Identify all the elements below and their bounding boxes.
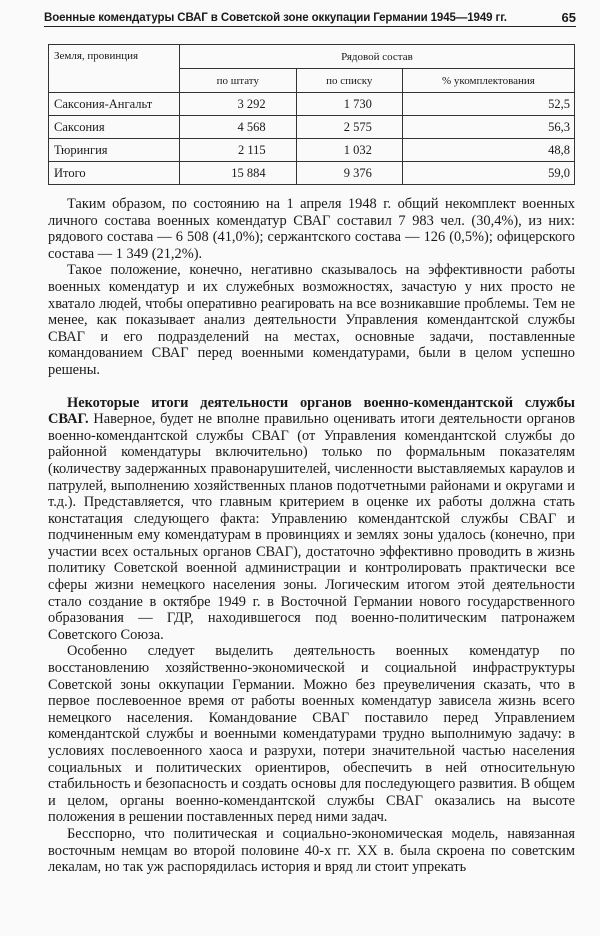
list-cell: 1 730 <box>296 93 402 116</box>
staff-cell: 4 568 <box>180 116 297 139</box>
table-row <box>49 139 575 162</box>
group-column-header: Рядовой состав <box>180 45 575 69</box>
list-cell: 2 575 <box>296 116 402 139</box>
region-cell: Саксония-Ангальт <box>49 93 180 116</box>
staff-cell: 3 292 <box>180 93 297 116</box>
section-paragraph <box>48 395 575 644</box>
staff-column-header: по штату <box>180 69 297 93</box>
table-row <box>49 93 575 116</box>
body-text <box>48 196 575 876</box>
table-total-row <box>49 162 575 185</box>
region-cell: Тюрингия <box>49 139 180 162</box>
page-header <box>44 6 576 27</box>
percent-cell: 52,5 <box>402 93 574 116</box>
staffing-table <box>48 44 575 185</box>
table-header-row <box>49 45 575 69</box>
list-cell: 1 032 <box>296 139 402 162</box>
staff-cell: 2 115 <box>180 139 297 162</box>
paragraph: Такое положение, конечно, негативно сказывалось на эффективности работы военных комендатур и их служебных возможностях, зачастую у них просто не хватало людей, чтобы оперативно реагировать на все возникавшие проблемы. Тем не менее, как показывает анализ деятельности Управления комендантской службы СВАГ и его подразделений на местах, основные задачи, поставленные командованием СВАГ перед военными комендатурами, были в целом успешно решены. <box>48 262 575 378</box>
list-column-header: по списку <box>296 69 402 93</box>
percent-column-header: % укомплектования <box>402 69 574 93</box>
section-heading: Некоторые итоги деятельности органов военно-комендантской службы СВАГ. <box>48 394 575 428</box>
table-row <box>49 116 575 139</box>
list-cell: 9 376 <box>296 162 402 185</box>
region-cell: Саксония <box>49 116 180 139</box>
staff-cell: 15 884 <box>180 162 297 185</box>
paragraph: Особенно следует выделить деятельность военных комендатур по восстановлению хозяйственно-экономической и социальной инфраструктуры Советской зоны оккупации Германии. Можно без преувеличения сказать, что в первое послевоенное время от работы военных комендатур зависела жизнь всего немецкого населения. Командование СВАГ поставило перед Управлением комендантской службы и военными комендатурами трудно выполнимую задачу: в условиях послевоенного хаоса и разрухи, потери значительной частью населения социальных и политических ориентиров, обеспечить в ней относительную стабильность и безопасность и создать основы для последующего развития. В общем и целом, органы военно-комендантской службы СВАГ оказались на высоте положения в решении поставленных перед ними задач. <box>48 643 575 826</box>
percent-cell: 56,3 <box>402 116 574 139</box>
running-title: Военные комендатуры СВАГ в Советской зоне оккупации Германии 1945—1949 гг. <box>44 12 507 24</box>
region-cell: Итого <box>49 162 180 185</box>
paragraph: Таким образом, по состоянию на 1 апреля 1948 г. общий некомплект военных личного состава военных комендатур СВАГ составил 7 983 чел. (30,4%), из них: рядового состава — 6 508 (41,0%); сержантского состава — 126 (0,5%); офицерского состава — 1 349 (21,2%). <box>48 196 575 262</box>
page-number: 65 <box>561 10 576 25</box>
paragraph-text: Наверное, будет не вполне правильно оценивать итоги деятельности органов военно-комендантской службы СВАГ (от Управления комендантской службы до районной комендатуры включительно) только по формальным показателям (количеству задержанных правонарушителей, численности выставляемых караулов и патрулей, выполнению хозяйственных планов подотчетными районами и округами и т.д.). Представляется, что главным критерием в оценке их работы должна стать констатация следующего факта: Управлению комендантской службы СВАГ и подчиненным ему комендатурам в провинциях и землях зоны удалось (конечно, при участии всех остальных органов СВАГ), достаточно эффективно проводить в жизнь политику Советской военной администрации и контролировать практически все сферы жизни немецкого населения зоны. Логическим итогом этой деятельности стало создание в октябре 1949 г. в Восточной Германии нового государственного образования — ГДР, находившегося под военно-политическим патронажем Советского Союза. <box>48 411 575 643</box>
region-column-header: Земля, провинция <box>49 45 180 93</box>
percent-cell: 48,8 <box>402 139 574 162</box>
paragraph: Бесспорно, что политическая и социально-экономическая модель, навязанная восточным немцам во второй половине 40-х гг. XX в. была скроена по советским лекалам, но так уж распорядилась история и вряд ли стоит упрекать <box>48 825 575 876</box>
percent-cell: 59,0 <box>402 162 574 185</box>
